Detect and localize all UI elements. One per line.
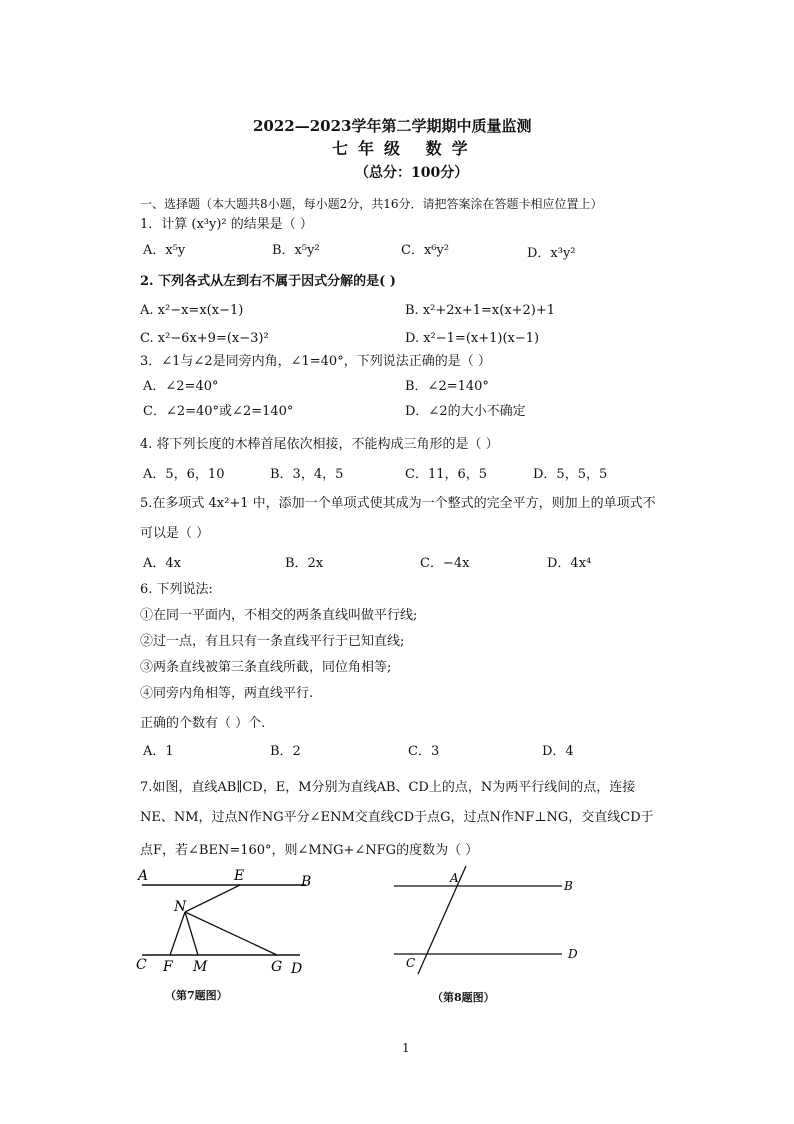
question-6-ask: 正确的个数有（ ）个.: [140, 716, 266, 731]
label-b: B: [564, 879, 573, 893]
question-3-option-b: B．∠2=140°: [405, 379, 489, 394]
question-3-option-d: D．∠2的大小不确定: [405, 404, 526, 419]
question-6-item-4: ④同旁内角相等，两直线平行.: [140, 686, 314, 701]
question-2-option-d: D. x²−1=(x+1)(x−1): [405, 331, 540, 346]
question-5-option-b: B．2x: [285, 556, 324, 571]
question-2-option-a: A. x²−x=x(x−1): [140, 303, 244, 318]
question-5-option-d: D．4x⁴: [547, 556, 592, 571]
question-5-option-c: C．−4x: [420, 556, 470, 571]
question-7-line3: 点F，若∠BEN=160°，则∠MNG+∠NFG的度数为（ ）: [140, 843, 479, 858]
question-1-option-d: D．x³y²: [527, 246, 576, 261]
label-e: E: [234, 868, 245, 884]
segment-ng: [185, 912, 277, 955]
question-7-line1: 7.如图，直线AB∥CD，E，M分别为直线AB、CD上的点，N为两平行线间的点，连接: [140, 780, 636, 795]
question-6-item-2: ②过一点，有且只有一条直线平行于已知直线;: [140, 634, 405, 649]
label-d: D: [568, 947, 578, 961]
question-6-item-1: ①在同一平面内，不相交的两条直线叫做平行线;: [140, 608, 418, 623]
question-6-option-c: C．3: [408, 744, 440, 759]
segment-nm: [185, 912, 198, 955]
page-number: 1: [402, 1041, 410, 1055]
question-4-stem: 4. 将下列长度的木棒首尾依次相接，不能构成三角形的是（ ）: [140, 437, 499, 452]
figure-8-caption: （第8题图）: [432, 991, 495, 1004]
label-m: M: [193, 959, 208, 975]
question-4-option-b: B．3，4，5: [270, 467, 344, 482]
question-5-stem-line2: 可以是（ ）: [140, 526, 210, 541]
question-6-option-b: B．2: [270, 744, 301, 759]
question-5-option-a: A．4x: [143, 556, 181, 571]
label-b: B: [301, 874, 312, 890]
question-6-item-3: ③两条直线被第三条直线所截，同位角相等;: [140, 660, 392, 675]
label-d: D: [291, 961, 303, 977]
question-2-option-b: B. x²+2x+1=x(x+2)+1: [405, 303, 556, 318]
question-1-stem: 1．计算 (x³y)² 的结果是（ ）: [140, 217, 313, 232]
label-a: A: [138, 868, 149, 884]
exam-score: （总分：100分）: [355, 165, 469, 181]
label-g: G: [271, 959, 283, 975]
figure-8-diagram: [390, 862, 590, 982]
question-2-option-c: C. x²−6x+9=(x−3)²: [140, 331, 269, 346]
question-3-stem: 3．∠1与∠2是同旁内角，∠1=40°，下列说法正确的是（ ）: [140, 354, 491, 369]
question-2-stem: 2. 下列各式从左到右不属于因式分解的是( ): [140, 274, 396, 289]
exam-subject: 七年级 数学: [332, 139, 478, 158]
question-3-option-a: A．∠2=40°: [143, 379, 219, 394]
question-6-option-d: D．4: [542, 744, 574, 759]
question-7-line2: NE、NM，过点N作NG平分∠ENM交直线CD于点G，过点N作NF⊥NG，交直线CD于: [140, 810, 654, 825]
label-f: F: [163, 959, 173, 975]
question-3-option-c: C．∠2=40°或∠2=140°: [143, 404, 294, 419]
label-a: A: [450, 871, 459, 885]
question-4-option-d: D．5，5，5: [533, 467, 608, 482]
question-1-option-a: A．x⁵y: [143, 243, 186, 258]
figure-7-diagram: [130, 865, 320, 980]
question-6-stem: 6. 下列说法:: [140, 582, 213, 597]
segment-nf: [170, 912, 185, 955]
section-heading: 一、选择题（本大题共8小题，每小题2分，共16分．请把答案涂在答题卡相应位置上）: [140, 197, 603, 211]
label-c: C: [406, 956, 416, 970]
question-1-option-b: B．x⁵y²: [272, 243, 320, 258]
question-5-stem-line1: 5.在多项式 4x²+1 中，添加一个单项式使其成为一个整式的完全平方，则加上的单项式不: [140, 496, 656, 511]
question-4-option-c: C．11，6，5: [405, 467, 488, 482]
figure-7-caption: （第7题图）: [165, 989, 228, 1002]
exam-title: 2022—2023学年第二学期期中质量监测: [253, 117, 532, 135]
question-1-option-c: C．x⁶y²: [401, 243, 450, 258]
label-n: N: [174, 899, 187, 915]
label-c: C: [136, 957, 147, 973]
question-6-option-a: A．1: [143, 744, 174, 759]
question-4-option-a: A．5，6，10: [143, 467, 225, 482]
transversal: [418, 866, 466, 974]
segment-ne: [185, 885, 240, 912]
